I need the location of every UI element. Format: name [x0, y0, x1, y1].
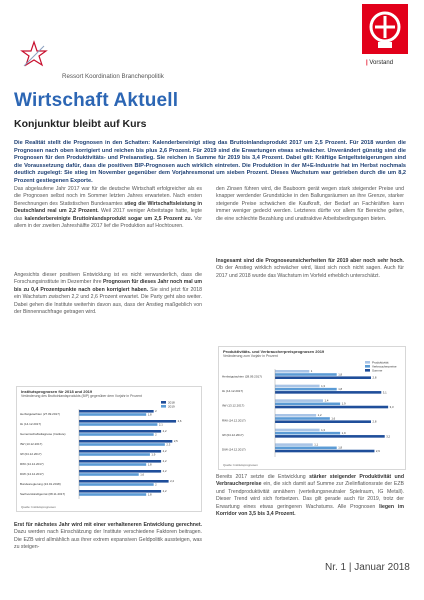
bar-verbraucherpreise: [275, 447, 337, 450]
chart-bip-prognosen: [16, 386, 202, 512]
bar-verbraucherpreise: [275, 417, 330, 420]
page-subtitle: Konjunktur bleibt auf Kurs: [14, 118, 147, 130]
data-label: 1,9: [341, 401, 346, 406]
body-paragraph-3: Erst für nächstes Jahr wird mit einer verhalteneren Entwicklung gerechnet. Dazu werden nach Einschätzung der Institute verschiedene Faktoren beitragen. Die EZB wird allmählich aus ihrer extrem expansiven Geldpolitik aussteigen, was zu steigen-: [14, 522, 202, 551]
bar-produktivität: [275, 429, 320, 432]
data-label: 2,8: [372, 375, 377, 380]
category-label: Sachverständigenrat (08.11.2017): [20, 492, 66, 496]
data-label: 1,9: [341, 431, 346, 436]
data-label: 2,9: [375, 448, 380, 453]
bar-2019: [79, 443, 165, 446]
category-label: Herbstgutachten (28.09.2017): [222, 374, 262, 379]
legend-swatch: [365, 369, 370, 372]
chart-left-plot: [17, 399, 201, 509]
bar-2019: [79, 423, 157, 426]
body-paragraph-4: den Zinsen führen wird, die Bauboom gerät wegen stark steigender Preise und knapper werdender Grundstücke in den Ballungsräumen an ihre Grenze, starker steigende Preise schwächen die Kaufkraft, der Bedarf an Fachkräften kann immer weniger gedeckt werden. Letzteres dürfte vor allem für Bereiche gelten, die eine schlechte Bezahlung und unattraktive Arbeitsbedingungen bieten.: [216, 186, 404, 222]
bar-2019: [79, 463, 146, 466]
data-label: 1,3: [321, 383, 325, 388]
bar-2018: [79, 470, 161, 473]
category-label: IfW (13.12.2017): [20, 442, 43, 446]
data-label: 1,3: [321, 427, 325, 432]
legend-label: Verbraucherpreise: [372, 364, 397, 369]
data-label: 1,8: [338, 372, 343, 377]
bar-verbraucherpreise: [275, 403, 340, 406]
bar-produktivität: [275, 414, 316, 417]
bar-2019: [79, 493, 146, 496]
data-label: 2: [155, 409, 157, 414]
body-paragraph-6: Bereits 2017 setzte die Entwicklung stärker steigender Produktivität und Verbraucherpreise ein, die sich damit auf Summe zur Zielinflationsrate der EZB und Trendproduktivität annähern (verteilungsneutraler Spielraum, IG Metall). Dieser Trend wird sich fortsetzen. Das gilt gerade auch für 2019, trotz der Erwartung eines etwas geringeren Wachstums. Alle Prognosen liegen im Korridor von 3,5 bis 3,4 Prozent.: [216, 474, 404, 518]
chart-title: Institutsprognosen für 2018 und 2019: [21, 389, 93, 394]
bar-produktivität: [275, 370, 309, 373]
chart-source: Quelle: Institutsprognosen: [223, 463, 258, 467]
data-label: 2,6: [177, 419, 182, 424]
category-label: DIW (14.12.2017): [20, 472, 44, 476]
data-label: 1,8: [338, 445, 343, 450]
data-label: 1,2: [317, 413, 322, 418]
category-label: IW (04.12.2017): [20, 452, 42, 456]
bar-summe: [275, 420, 371, 423]
bar-2019: [79, 453, 150, 456]
data-label: 2: [155, 482, 157, 487]
page-title: Wirtschaft Aktuell: [14, 90, 179, 111]
bar-2018: [79, 450, 161, 453]
bar-summe: [275, 435, 385, 438]
bar-produktivität: [275, 443, 313, 446]
bar-summe: [275, 450, 374, 453]
chart-title: Produktivitäts- und Verbraucherpreisprognosen 2019: [223, 349, 325, 354]
bar-produktivität: [275, 399, 323, 402]
category-label: RWI (14.12.2017): [222, 418, 246, 423]
data-label: 2,2: [162, 429, 167, 434]
bar-summe: [275, 406, 388, 409]
data-label: 3,1: [382, 390, 387, 395]
legend-swatch: [161, 405, 166, 408]
bar-2018: [79, 430, 161, 433]
bar-verbraucherpreise: [275, 432, 340, 435]
bar-summe: [275, 391, 381, 394]
chart-right-plot: [219, 359, 405, 467]
bar-2019: [79, 413, 146, 416]
data-label: 2,2: [162, 449, 167, 454]
category-label: Gemeinschaftsdiagnose (Institute): [20, 432, 66, 436]
data-label: 2,2: [162, 459, 167, 464]
bar-2019: [79, 483, 154, 486]
legend-label: 2019: [168, 404, 175, 409]
ressort-label: Ressort Koordination Branchenpolitik: [62, 73, 164, 80]
data-label: 2,4: [170, 479, 174, 484]
legend-label: Produktivität: [372, 360, 389, 365]
data-label: 1,8: [147, 412, 152, 417]
legend-swatch: [365, 365, 370, 368]
data-label: 1: [310, 369, 313, 374]
category-label: RWI (14.12.2017): [20, 462, 44, 466]
data-label: 1,8: [147, 492, 152, 497]
data-label: 2,1: [158, 422, 163, 427]
chart-subtitle: Veränderung zum Vorjahr in Prozent: [223, 354, 278, 358]
data-label: 1,8: [147, 462, 152, 467]
data-label: 1,1: [314, 442, 319, 447]
legend-label: Summe: [372, 368, 383, 373]
body-paragraph-5: Insgesamt sind die Prognoseunsicherheiten für 2019 aber noch sehr hoch. Ob der Anstieg wirklich schwächer wird, lässt sich noch nicht sagen. Auch für 2017 und 2018 wurde das Wachstum im Vorfeld erheblich unterschätzt.: [216, 258, 404, 279]
category-label: DIW (14.12.2017): [222, 447, 246, 452]
category-label: Bundesregierung (24.01.2018): [20, 482, 61, 486]
ressort-star-icon: [20, 40, 48, 68]
lead-paragraph: Die Realität stellt die Prognosen in den Schatten: Kalenderbereinigt stieg das Bruttoinlandsprodukt 2017 um 2,5 Prozent. Für 2018 wurden die Prognosen nach oben korrigiert und reichen bis plus 2,6 Prozent. Für 2019 sind die Erwartungen etwas schwächer. Unverändert günstig sind die Prognosen für den Produktivitäts- und Preisanstieg. Sie reichen in Summe für 2019 bis 3,4 Prozent. Dabei gilt: Kräftige Entgeltsteigerungen sind die Voraussetzung dafür, dass die positiven BIP-Prognosen auch wirklich eintreten. Die Produktion in der M+E-Industrie hat im Herbst nochmals deutlich zugelegt: Sie stieg im November gegenüber dem Vorjahresmonat um sieben Prozent. Dieses Wachstum war getrieben durch die um 8,2 Prozent gestiegenen Exporte.: [14, 140, 406, 184]
chart-produktivitaet-preise: [218, 346, 406, 470]
data-label: 1,9: [151, 452, 156, 457]
issue-footer: Nr. 1 | Januar 2018: [325, 562, 410, 573]
category-label: IfW (13.12.2017): [222, 403, 245, 408]
bar-verbraucherpreise: [275, 388, 337, 391]
data-label: 2,2: [162, 469, 167, 474]
legend-swatch: [161, 401, 166, 404]
data-label: 2,8: [372, 419, 377, 424]
chart-subtitle: Veränderung des Bruttoinlandsprodukts (BIP) gegenüber dem Vorjahr in Prozent: [21, 394, 142, 398]
bar-2019: [79, 473, 139, 476]
data-label: 1,6: [331, 416, 336, 421]
bar-summe: [275, 376, 371, 379]
bar-2018: [79, 440, 172, 443]
data-label: 3,3: [389, 404, 394, 409]
data-label: 1,4: [324, 398, 329, 403]
category-label: ifo (14.12.2017): [222, 389, 244, 393]
ig-metall-logo: [362, 4, 408, 54]
bar-2019: [79, 433, 154, 436]
bar-2018: [79, 410, 154, 413]
data-label: 2,3: [166, 442, 171, 447]
category-label: Herbstgutachten (27.09.2017): [20, 412, 60, 416]
bar-produktivität: [275, 385, 320, 388]
vorstand-label: | Vorstand: [366, 60, 394, 66]
legend-swatch: [365, 361, 370, 364]
body-paragraph-1: Das abgelaufene Jahr 2017 war für die deutsche Wirtschaft erfolgreicher als es die Prognosen selbst noch im Sommer letzten Jahres erwarteten. Nach ersten Berechnungen des Statistischen Bundesamtes stieg die Wirtschaftsleistung in Deutschland real um 2,2 Prozent. Weil 2017 weniger Arbeitstage hatte, legte das kalenderbereinigte Bruttoinlandsprodukt sogar um 2,5 Prozent zu. Vor allem in der zweiten Jahreshälfte 2017 lief die Produktion auf Hochtouren.: [14, 186, 202, 230]
data-label: 1,8: [338, 387, 343, 392]
data-label: 2,5: [173, 439, 178, 444]
chart-source: Quelle: Institutsprognosen: [21, 505, 56, 509]
data-label: 1,6: [140, 472, 145, 477]
data-label: 2,2: [162, 489, 167, 494]
data-label: 3,2: [386, 434, 391, 439]
data-label: 2: [155, 432, 157, 437]
bar-verbraucherpreise: [275, 373, 337, 376]
body-paragraph-2: Angesichts dieser positiven Entwicklung ist es nicht verwunderlich, dass die Forschungsinstitute im Dezember ihre Prognosen für dieses Jahr noch mal um bis zu 0,4 Prozentpunkte nach oben korrigiert haben. Sie sind jetzt für 2018 ein Wachstum zwischen 2,2 und 2,6 Prozent erwartet. Die Party geht also weiter. Dabei gehen die Institute weiterhin davon aus, dass der Anstieg maßgeblich von der Binnennachfrage getragen wird.: [14, 272, 203, 316]
category-label: IW (04.12.2017): [222, 433, 244, 437]
legend-label: 2018: [168, 400, 175, 405]
category-label: ifo (14.12.2017): [20, 422, 42, 426]
